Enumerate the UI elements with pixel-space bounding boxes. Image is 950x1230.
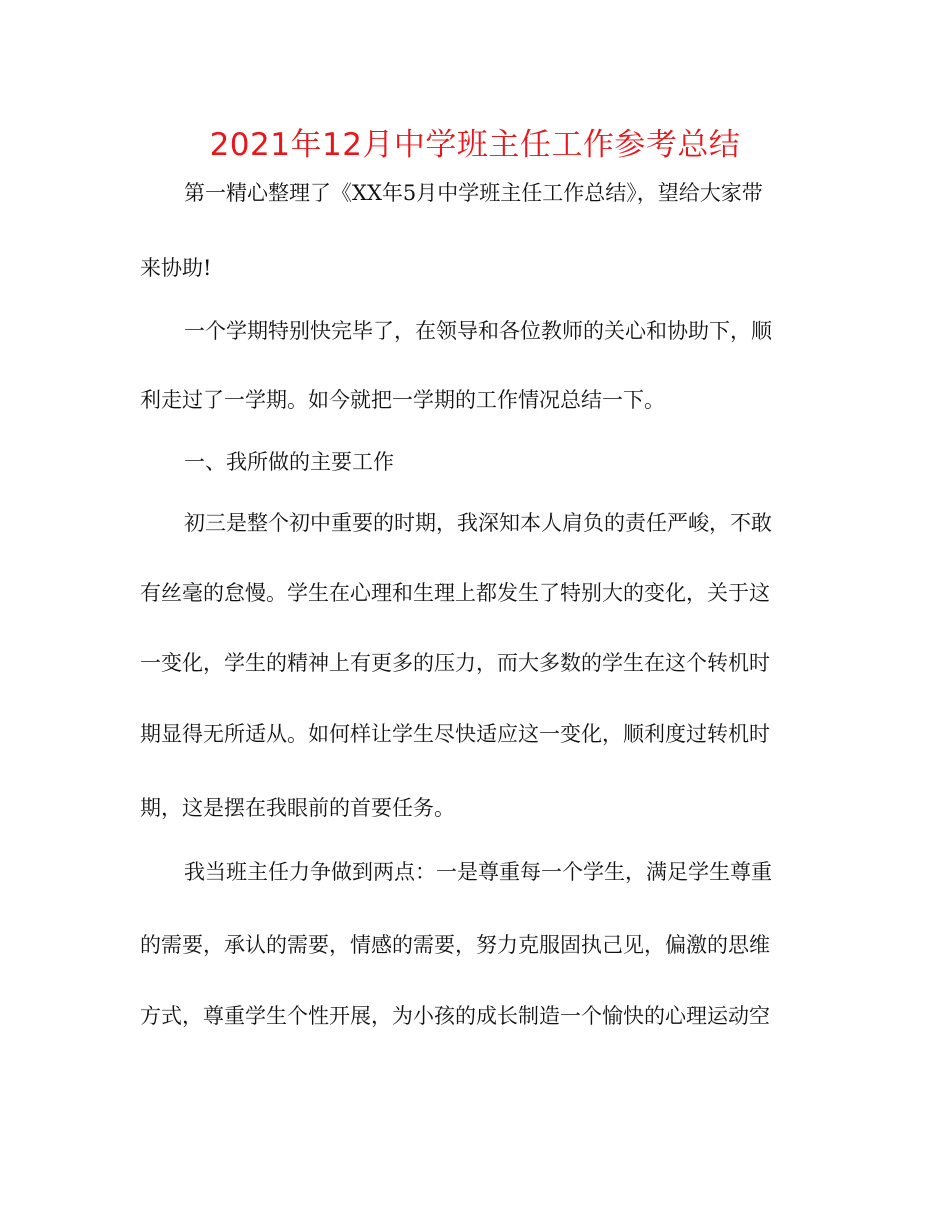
paragraph-line: 的需要，承认的需要，情感的需要，努力克服固执己见，偏激的思维 [140,933,770,957]
paragraph-line: 来协助! [140,256,212,280]
paragraph-line: 第一精心整理了《XX年5月中学班主任工作总结》，望给大家带 [184,181,763,205]
paragraph-line: 利走过了一学期。如今就把一学期的工作情况总结一下。 [140,388,665,412]
paragraph-line: 有丝毫的怠慢。学生在心理和生理上都发生了特别大的变化，关于这 [140,581,770,605]
paragraph-line: 初三是整个初中重要的时期，我深知本人肩负的责任严峻，不敢 [184,511,772,535]
paragraph-line: 方式，尊重学生个性开展，为小孩的成长制造一个愉快的心理运动空 [140,1004,770,1028]
paragraph-line: 一个学期特别快完毕了，在领导和各位教师的关心和协助下，顺 [184,319,772,343]
paragraph-line: 期显得无所适从。如何样让学生尽快适应这一变化，顺利度过转机时 [140,722,770,746]
section-heading: 一、我所做的主要工作 [184,450,394,474]
document-title: 2021年12月中学班主任工作参考总结 [209,127,741,163]
paragraph-line: 一变化，学生的精神上有更多的压力，而大多数的学生在这个转机时 [140,651,770,675]
paragraph-line: 期，这是摆在我眼前的首要任务。 [140,796,455,820]
paragraph-line: 我当班主任力争做到两点：一是尊重每一个学生，满足学生尊重 [184,860,772,884]
